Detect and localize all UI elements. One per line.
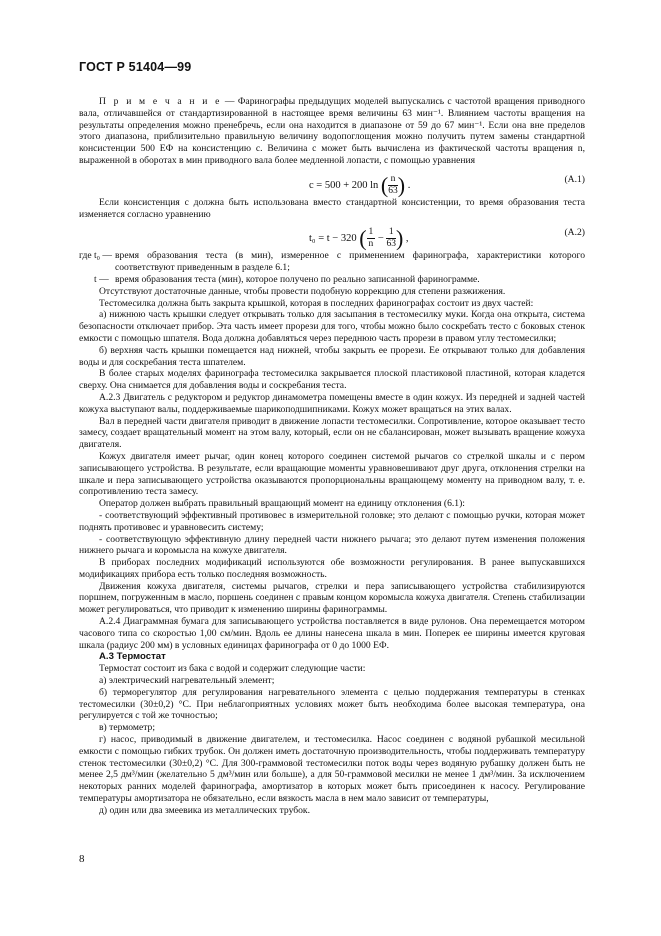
paragraph: В более старых моделях фаринографа тестомесилка закрывается плоской пластиковой пластиной, которая кладется сверху. Она снимается для добавления воды и соскребания теста. <box>79 368 585 392</box>
formula-a2-tail: , <box>405 233 409 245</box>
formula-a1-lhs: c = 500 + 200 ln <box>309 179 379 191</box>
paragraph: Тестомесилка должна быть закрыта крышкой, которая в последних фаринографах состоит из двух частей: <box>99 297 534 309</box>
consistency-paragraph: Если консистенция c должна быть использована вместо стандартной консистенции, то время образования теста изменяется согласно уравнению <box>79 196 585 220</box>
formula-a2-frac2-denominator: 63 <box>386 239 396 250</box>
paragraph: а) электрический нагревательный элемент; <box>99 675 275 687</box>
formula-a1-number: (A.1) <box>564 173 585 185</box>
where-line-1-text: время образования теста (в мин), измеренное с применением фаринографа, характеристики которого соответствуют приведенным в разделе 6.1; <box>115 250 585 274</box>
document-header: ГОСТ Р 51404—99 <box>79 60 192 74</box>
paragraph: В приборах последних модификаций используются обе возможности регулирования. В ранее выпускавшихся модификациях прибора есть только последняя возможность. <box>79 557 585 580</box>
note-label: П р и м е ч а н и е <box>99 96 222 107</box>
where-line-2-text: время образования теста (мин), которое получено по реально записанной фаринограмме. <box>115 273 480 285</box>
paragraph: Оператор должен выбрать правильный вращающий момент на единицу отклонения (6.1): <box>99 498 465 510</box>
formula-a2-frac2-numerator: 1 <box>386 227 396 239</box>
paragraph: - соответствующий эффективный противовес в измерительной головке; это делают с помощью ручки, которая может поднять противовес и уравновесить систему; <box>79 509 585 533</box>
note-paragraph <box>79 96 585 167</box>
paragraph: а) нижнюю часть крышки следует открывать только для засыпания в тестомесилку муки. Когда она открыта, система безопасности отключает прибор. Эта часть имеет прорези для того, чтобы можно было соскребать тесто с боковых стенок емкости с помощью шпателя. Вода должна добавляться через переднюю часть прорези в правом углу тестомесилки; <box>79 309 585 344</box>
paragraph: б) терморегулятор для регулирования нагревательного элемента с целью поддержания температуры в стенках тестомесилки (30±0,2) °С. При неблагоприятных условиях может быть необходима более высокая температура, она регулируется с той же точностью; <box>79 686 585 722</box>
paragraph: б) верхняя часть крышки помещается над нижней, чтобы закрыть ее прорези. Ее открывают только для добавления воды и для соскребания теста шпателем. <box>79 344 585 368</box>
where-line-2-label: t — <box>94 273 109 285</box>
paragraph: Движения кожуха двигателя, системы рычагов, стрелки и пера записывающего устройства стабилизируются поршнем, погруженным в масло, поршень соединен с правым концом коромысла кожуха двигателя. Степень стабилизации может регулироваться, что приводит к изменению ширины фаринограммы. <box>79 580 585 616</box>
formula-a1-denominator: 63 <box>388 185 398 196</box>
where-line-1 <box>79 250 585 274</box>
formula-a2: t₀ = t − 320 ( $\frac{1}{n}$ − $\frac{1}{63}$ ) , (A.2) <box>309 225 585 251</box>
document-body <box>79 96 585 817</box>
note-text: — Фаринографы предыдущих моделей выпускались с частотой вращения приводного вала, отличавшейся от стандартизированной в настоящее время величины 63 мин⁻¹. Влиянием частоты вращения на результаты определения можно пренебречь, если она находится в диапазоне от 59 до 67 мин⁻¹. Если она вне пределов этого диапазона, приблизительно правильную величину водопоглощения можно получить путем замены стандартной консистенции 500 ЕФ на консистенцию c. Величина c может быть вычислена из фактической частоты вращения n, выраженной в оборотах в мин приводного вала более медленной лопасти, с помощью уравнения <box>79 96 585 166</box>
paragraph: в) термометр; <box>99 722 156 734</box>
paragraph: А.2.3 Двигатель с редуктором и редуктор динамометра помещены вместе в один кожух. Из передней и задней частей кожуха выступают валы, поддерживаемые шарикоподшипниками. Кожух может вращаться на этих валах. <box>79 391 585 415</box>
paragraph: Кожух двигателя имеет рычаг, один конец которого соединен системой рычагов со стрелкой шкалы и с пером записывающего устройства. В результате, если вращающие моменты уравновешивают друг друга, отклонения стрелки на шкале и пера записывающего устройства оказываются пропорциональны вращающему моменту на приводном валу, т. е. сопротивлению теста замесу. <box>79 450 585 498</box>
paragraph: Отсутствуют достаточные данные, чтобы провести подобную коррекцию для степени разжижения. <box>99 285 506 297</box>
paragraph: Вал в передней части двигателя приводит в движение лопасти тестомесилки. Сопротивление, которое оказывает тесто замесу, создает вращательный момент на этом валу, который, если он не сбалансирован, может вызывать вращение кожуха двигателя. <box>79 415 585 451</box>
paragraph: Термостат состоит из бака с водой и содержит следующие части: <box>99 663 366 675</box>
formula-a2-frac1-numerator: 1 <box>368 227 374 238</box>
paragraph: д) один или два змеевика из металлических трубок. <box>99 804 310 816</box>
formula-a1-tail: . <box>407 179 411 191</box>
formula-a2-minus: − <box>377 233 384 245</box>
where-line-1-label: где t₀ — <box>79 250 112 262</box>
where-line-2 <box>79 274 585 286</box>
paragraph: - соответствующую эффективную длину передней части нижнего рычага; это делают путем изменения положения нижнего рычага и коромысла на кожухе двигателя. <box>79 533 585 557</box>
formula-a2-lhs: t₀ = t − 320 <box>309 233 357 245</box>
page-number: 8 <box>79 853 85 865</box>
section-heading: А.3 Термостат <box>99 651 166 663</box>
paragraph: А.2.4 Диаграммная бумага для записывающего устройства поставляется в виде рулонов. Она перемещается мотором часового типа со скоростью 1,00 см/мин. Вдоль ее длины нанесена шкала в мин. Поперек ее ширины имеется круговая шкала (радиус 200 мм) в условных единицах фаринографа от 0 до 1000 ЕФ. <box>79 616 585 651</box>
paragraph: г) насос, приводимый в движение двигателем, и тестомесилка. Насос соединен с водяной рубашкой месильной емкости с помощью гибких трубок. Он должен иметь достаточную производительность, чтобы поддерживать температуру стенок тестомесилки (30±0,2) °С. Для 300-граммовой тестомесилки поток воды через водяную рубашку должен быть не менее 2,5 дм³/мин (желательно 5 дм³/мин или больше), а для 50-граммовой месилки не менее 1 дм³/мин. За исключением некоторых ранних моделей фаринографа, амортизатор в которых может быть присоединен к насосу. Регулирование температуры амортизатора не обязательно, если вязкость масла в нем мало зависит от температуры, <box>79 734 585 805</box>
formula-a2-frac1-denominator: n <box>368 239 374 250</box>
formula-a2-number: (A.2) <box>564 227 585 239</box>
formula-a1: c = 500 + 200 ln ( $\frac{n}{63}$ ) . (A.1) <box>309 172 585 198</box>
formula-a1-numerator: n <box>388 174 398 186</box>
